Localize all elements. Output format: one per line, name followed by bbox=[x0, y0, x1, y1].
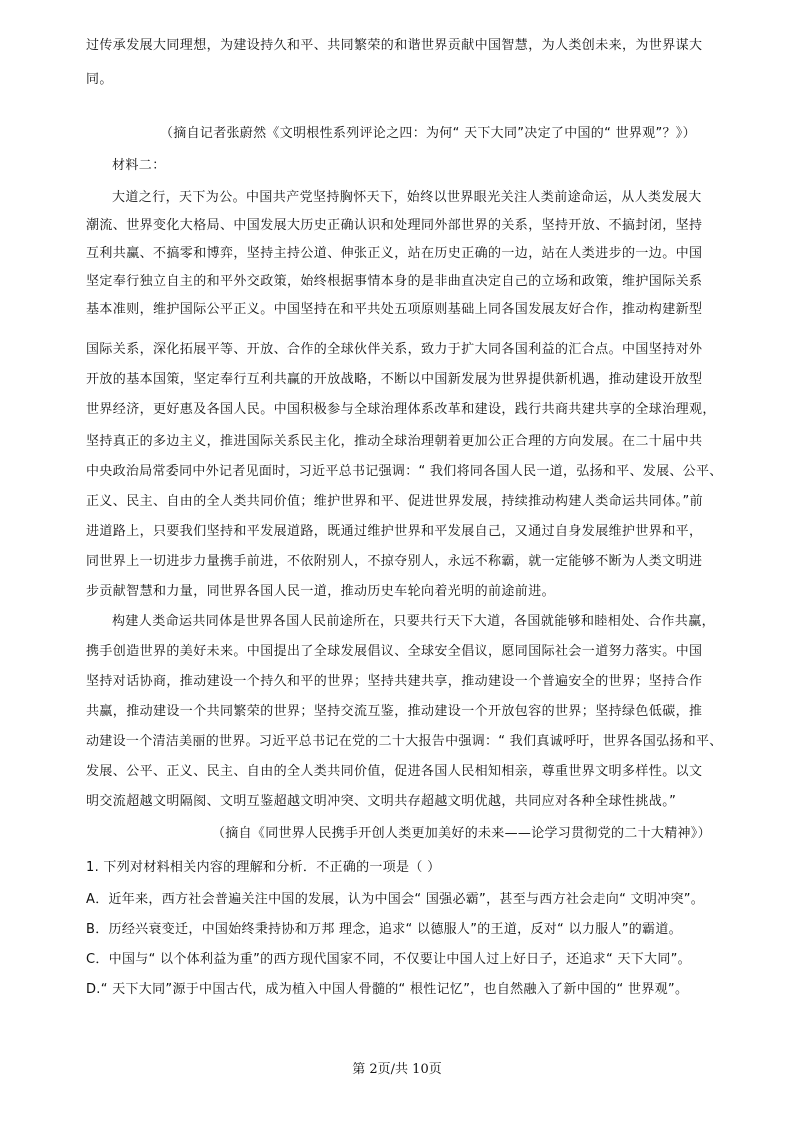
material2-source: （摘自《同世界人民携手开创人类更加美好的未来——论学习贯彻党的二十大精神》） bbox=[212, 826, 711, 841]
passage1-line-1: 过传承发展大同理想，为建设持久和平、共同繁荣的和谐世界贡献中国智慧，为人类创未来，为世界谋大 bbox=[86, 38, 703, 53]
para1-line: 中央政治局常委同中外记者见面时，习近平总书记强调：“ 我们将同各国人民一道，弘扬和平、发展、公平、 bbox=[86, 464, 723, 479]
para1-line: 国际关系，深化拓展平等、开放、合作的全球伙伴关系，致力于扩大同各国利益的汇合点。中国坚持对外 bbox=[86, 342, 703, 357]
para1-line: 潮流、世界变化大格局、中国发展大历史正确认识和处理同外部世界的关系，坚持开放、不搞封闭，坚持 bbox=[86, 218, 703, 233]
para1-line: 基本准则，维护国际公平正义。中国坚持在和平共处五项原则基础上同各国发展友好合作，推动构建新型 bbox=[86, 302, 703, 317]
para2-line: 发展、公平、正义、民主、自由的全人类共同价值，促进各国人民相知相亲，尊重世界文明多样性。以文 bbox=[86, 764, 703, 779]
para1-line: 同世界上一切进步力量携手前进，不依附别人，不掠夺别人，永远不称霸，就一定能够不断为人类文明进 bbox=[86, 554, 703, 569]
para1-line: 坚定奉行独立自主的和平外交政策，始终根据事情本身的是非曲直决定自己的立场和政策，维护国际关系 bbox=[86, 274, 703, 289]
question1-option-a: A．近年来，西方社会普遍关注中国的发展，认为中国会“ 国强必霸”，甚至与西方社会走向“ 文明冲突”。 bbox=[86, 892, 705, 907]
passage1-source: （摘自记者张蔚然《文明根性系列评论之四：为何“ 天下大同”决定了中国的“ 世界观”？》） bbox=[160, 126, 696, 141]
para2-line: 携手创造世界的美好未来。中国提出了全球发展倡议、全球安全倡议，愿同国际社会一道努力落实。中国 bbox=[86, 644, 703, 659]
para2-line: 共赢，推动建设一个共同繁荣的世界；坚持交流互鉴，推动建设一个开放包容的世界；坚持绿色低碳，推 bbox=[86, 704, 703, 719]
page-number: 第 2页/共 10页 bbox=[352, 1062, 442, 1077]
para1-line: 坚持真正的多边主义，推进国际关系民主化，推动全球治理朝着更加公正合理的方向发展。在二十届中共 bbox=[86, 434, 703, 449]
para1-line: 开放的基本国策，坚定奉行互利共赢的开放战略，不断以中国新发展为世界提供新机遇，推动建设开放型 bbox=[86, 372, 703, 387]
question1-option-b: B．历经兴衰变迁，中国始终秉持协和万邦 理念，追求“ 以德服人”的王道，反对“ 以力服人”的霸道。 bbox=[86, 922, 682, 937]
para2-line: 动建设一个清洁美丽的世界。习近平总书记在党的二十大报告中强调：“ 我们真诚呼吁，世界各国弘扬和平、 bbox=[86, 734, 723, 749]
passage1-line-2: 同。 bbox=[86, 72, 113, 87]
para1-line: 大道之行，天下为公。中国共产党坚持胸怀天下，始终以世界眼光关注人类前途命运，从人类发展大 bbox=[112, 190, 702, 205]
para2-line: 坚持对话协商，推动建设一个持久和平的世界；坚持共建共享，推动建设一个普遍安全的世界；坚持合作 bbox=[86, 674, 703, 689]
para2-line: 明交流超越文明隔阂、文明互鉴超越文明冲突、文明共存超越文明优越，共同应对各种全球性挑战。” bbox=[86, 794, 677, 809]
para2-line: 构建人类命运共同体是世界各国人民前途所在，只要共行天下大道，各国就能够和睦相处、合作共赢， bbox=[112, 614, 716, 629]
para1-line: 进道路上，只要我们坚持和平发展道路，既通过维护世界和平发展自己，又通过自身发展维护世界和平， bbox=[86, 524, 703, 539]
question1-option-c: C．中国与“ 以个体利益为重”的西方现代国家不同，不仅要让中国人过上好日子，还追求“ 天下大同”。 bbox=[86, 952, 691, 967]
question1-option-d: D.“ 天下大同”源于中国古代，成为植入中国人骨髓的“ 根性记忆”，也自然融入了新中国的“ 世界观”。 bbox=[86, 982, 689, 997]
para1-line: 正义、民主、自由的全人类共同价值；维护世界和平、促进世界发展，持续推动构建人类命运共同体。”前 bbox=[86, 494, 704, 509]
question1-stem: 1. 下列对材料相关内容的理解和分析．不正确的一项是（ ） bbox=[86, 860, 441, 875]
material2-heading: 材料二： bbox=[112, 158, 166, 173]
para1-line: 世界经济，更好惠及各国人民。中国积极参与全球治理体系改革和建设，践行共商共建共享的全球治理观， bbox=[86, 402, 716, 417]
para1-line: 互利共赢、不搞零和博弈，坚持主持公道、伸张正义，站在历史正确的一边，站在人类进步的一边。中国 bbox=[86, 246, 703, 261]
para1-line: 步贡献智慧和力量，同世界各国人民一道，推动历史车轮向着光明的前途前进。 bbox=[86, 584, 556, 599]
